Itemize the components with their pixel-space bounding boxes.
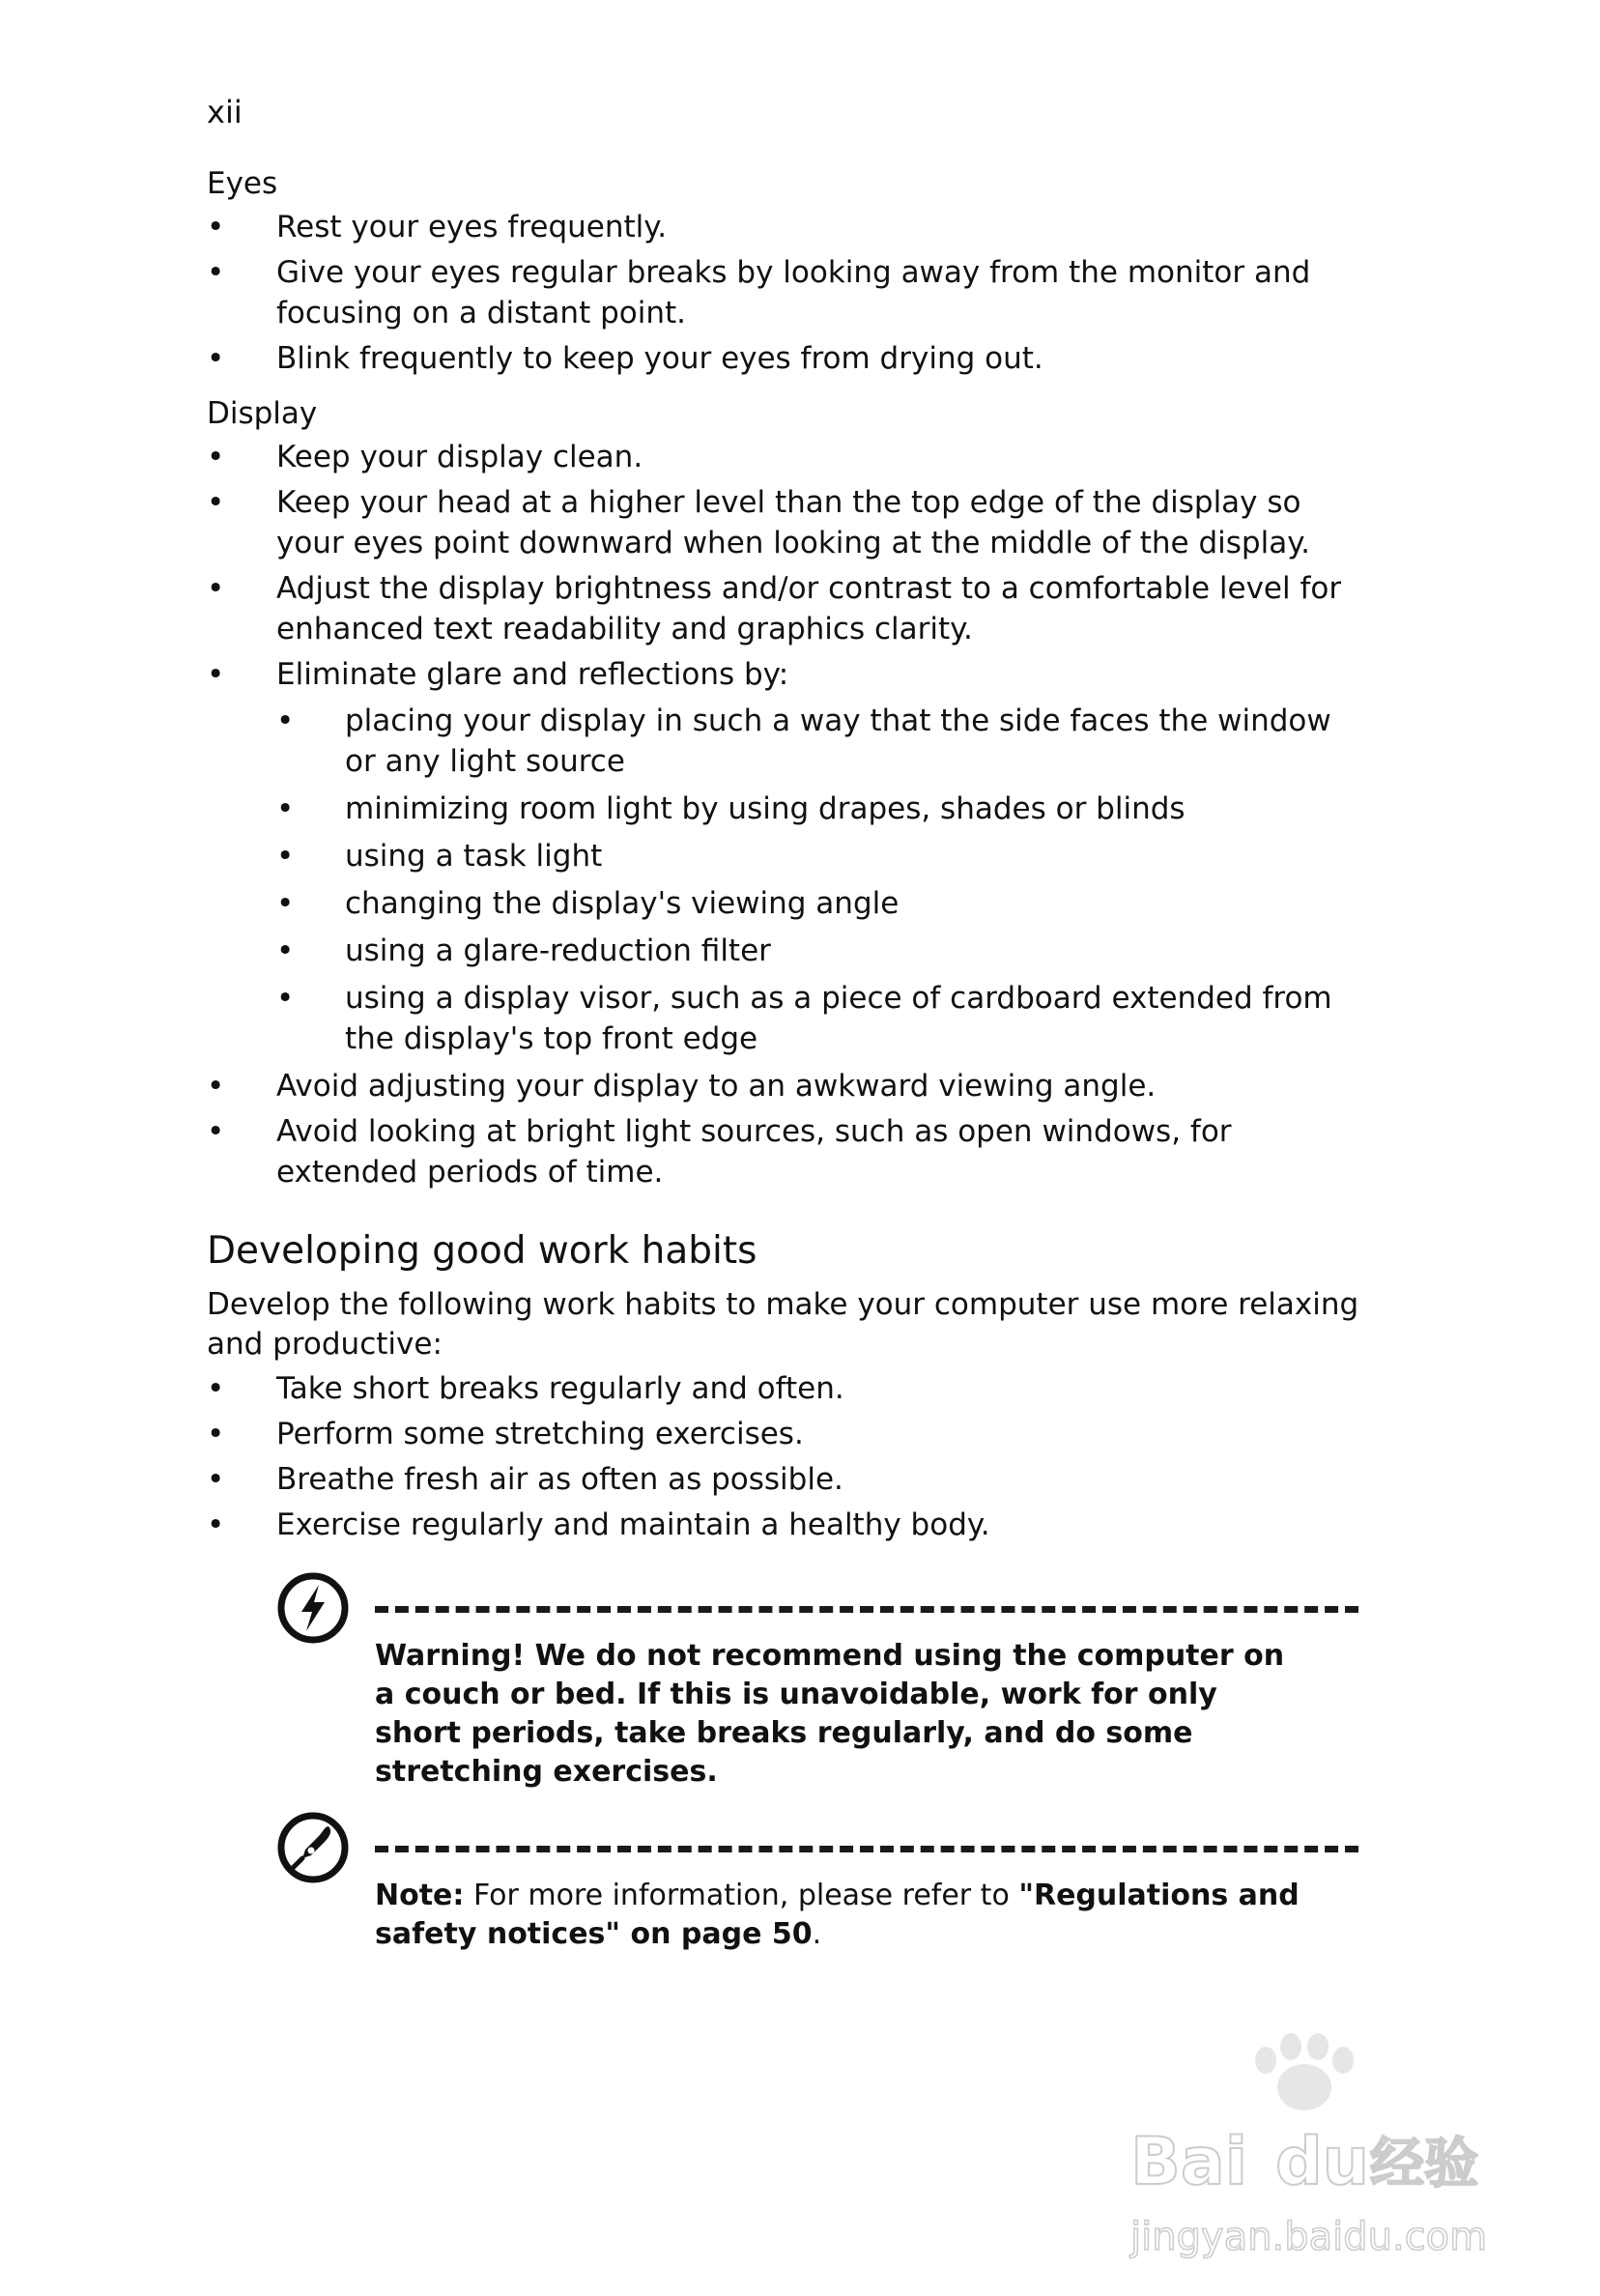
habits-list: [207, 1368, 1366, 1545]
display-heading: Display: [207, 396, 318, 431]
list-item: [207, 654, 1366, 1059]
list-item: • Keep your display clean.: [207, 437, 1366, 477]
list-item: • Adjust the display brightness and/or contrast to a comfortable level for enhanced text readability and graphics clarity.: [207, 568, 1366, 649]
note-label: Note:: [375, 1879, 465, 1912]
warning-lightning-icon: [276, 1571, 350, 1645]
baidu-watermark: [1111, 2029, 1498, 2281]
eyes-list: [207, 207, 1366, 379]
habits-section: [207, 1227, 1366, 1550]
note-text: [375, 1877, 1302, 1954]
note-body: For more information, please refer to: [464, 1879, 1019, 1912]
sub-list-item: • using a task light: [276, 836, 1366, 876]
list-item: • Exercise regularly and maintain a healthy body.: [207, 1505, 1366, 1545]
sub-list-item: • minimizing room light by using drapes, shades or blinds: [276, 789, 1366, 829]
watermark-brand-right: du: [1275, 2124, 1370, 2200]
list-item: • Perform some stretching exercises.: [207, 1414, 1366, 1454]
list-item: • Rest your eyes frequently.: [207, 207, 1366, 247]
section-title: Developing good work habits: [207, 1229, 757, 1273]
watermark-url: jingyan.baidu.com: [1130, 2215, 1488, 2259]
warning-callout: [276, 1571, 1358, 1789]
sub-list-item: • placing your display in such a way that the side faces the window or any light source: [276, 701, 1366, 782]
glare-intro: Eliminate glare and reflections by:: [276, 657, 789, 692]
paw-icon: [1255, 2033, 1354, 2110]
eyes-section: [207, 164, 1366, 384]
page-number: xii: [207, 94, 243, 130]
display-section: [207, 394, 1366, 1197]
list-item: • Keep your head at a higher level than the top edge of the display so your eyes point downward when looking at the middle of the display.: [207, 482, 1366, 563]
list-item: • Blink frequently to keep your eyes from drying out.: [207, 338, 1366, 379]
glare-sublist: [276, 701, 1366, 1059]
note-reference: "Regulations and safety notices" on page 50: [375, 1879, 1300, 1951]
list-item: • Avoid adjusting your display to an awkward viewing angle.: [207, 1066, 1366, 1106]
list-item: • Give your eyes regular breaks by looking away from the monitor and focusing on a distant point.: [207, 252, 1366, 333]
eyes-heading: Eyes: [207, 166, 278, 201]
dashed-divider: [375, 1846, 1358, 1852]
list-item: • Avoid looking at bright light sources, such as open windows, for extended periods of time.: [207, 1111, 1366, 1192]
watermark-brand-cn: 经验: [1370, 2133, 1478, 2196]
list-item: • Breathe fresh air as often as possible.: [207, 1459, 1366, 1500]
list-item: • Take short breaks regularly and often.: [207, 1368, 1366, 1409]
habits-intro: Develop the following work habits to make your computer use more relaxing and productive:: [207, 1287, 1359, 1362]
note-callout: [276, 1811, 1358, 1966]
note-pen-icon: [276, 1811, 350, 1884]
display-list: [207, 437, 1366, 1192]
watermark-brand-left: Bai: [1130, 2124, 1248, 2200]
sub-list-item: • using a display visor, such as a piece of cardboard extended from the display's top front edge: [276, 978, 1366, 1059]
dashed-divider: [375, 1606, 1358, 1613]
note-end: .: [812, 1917, 822, 1951]
sub-list-item: • using a glare-reduction filter: [276, 931, 1366, 971]
sub-list-item: • changing the display's viewing angle: [276, 883, 1366, 924]
warning-text: Warning! We do not recommend using the computer on a couch or bed. If this is unavoidable, work for only short periods, take breaks regularly, and do some stretching exercises.: [375, 1639, 1285, 1789]
